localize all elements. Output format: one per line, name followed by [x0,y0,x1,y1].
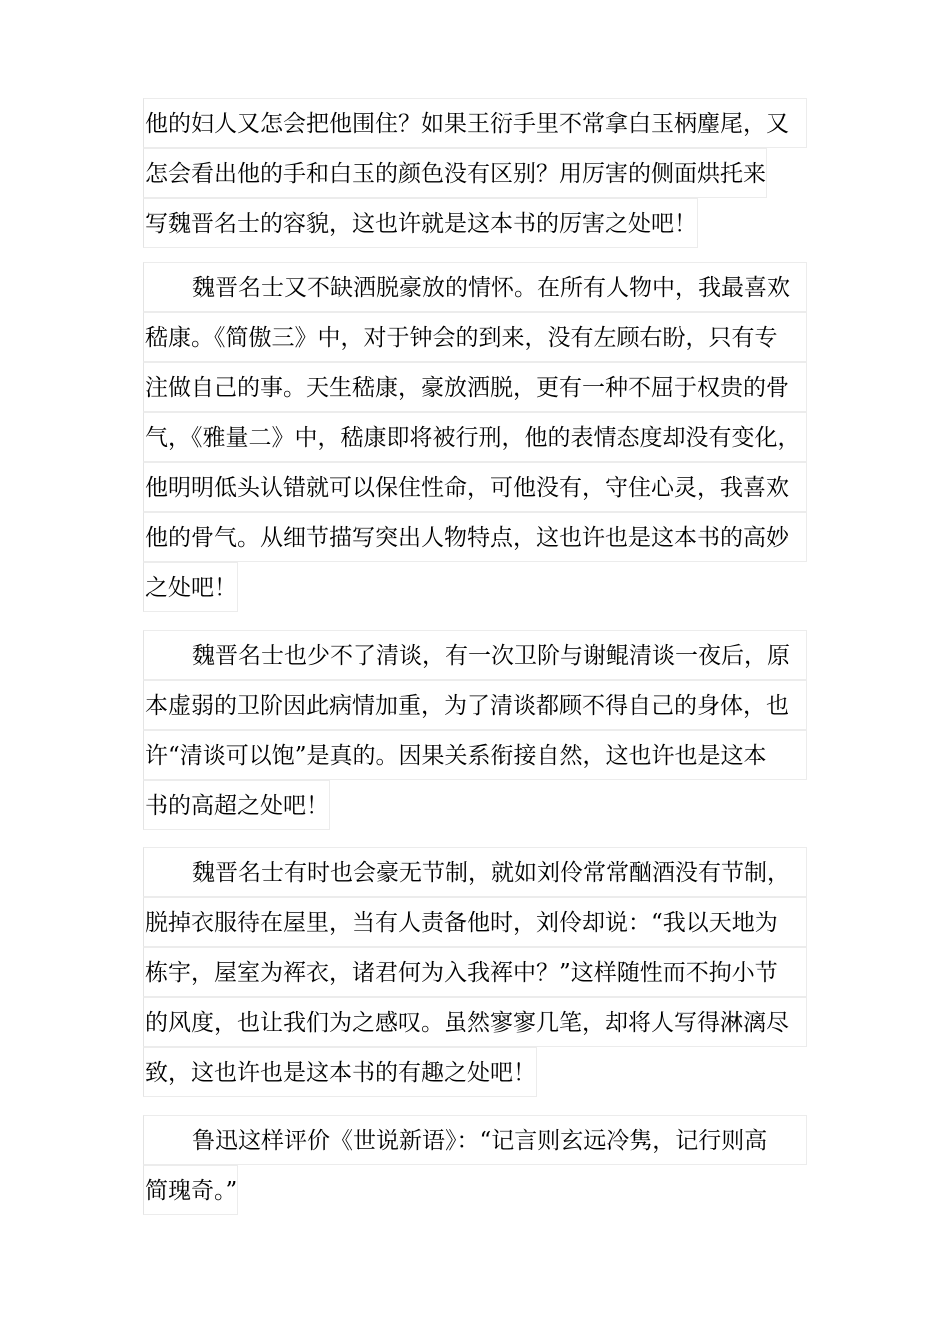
text-line: 栋宇，屋室为裈衣，诸君何为入我裈中？”这样随性而不拘小节 [143,947,807,997]
paragraph-1 [143,98,807,248]
text-line: 魏晋名士又不缺洒脱豪放的情怀。在所有人物中，我最喜欢 [143,262,807,312]
text-line: 许“清谈可以饱”是真的。因果关系衔接自然，这也许也是这本 [143,730,807,780]
text-line: 脱掉衣服待在屋里，当有人责备他时，刘伶却说：“我以天地为 [143,897,807,947]
text-line: 嵇康。《简傲三》中，对于钟会的到来，没有左顾右盼，只有专 [143,312,807,362]
paragraph-5 [143,1115,807,1215]
text-line: 本虚弱的卫阶因此病情加重，为了清谈都顾不得自己的身体，也 [143,680,807,730]
text-line: 的风度，也让我们为之感叹。虽然寥寥几笔，却将人写得淋漓尽 [143,997,807,1047]
text-line: 注做自己的事。天生嵇康，豪放洒脱，更有一种不屈于权贵的骨 [143,362,807,412]
paragraph-4 [143,847,807,1097]
text-line: 致，这也许也是这本书的有趣之处吧！ [143,1047,537,1097]
text-line: 他的妇人又怎会把他围住？如果王衍手里不常拿白玉柄麈尾，又 [143,98,807,148]
text-line: 书的高超之处吧！ [143,780,330,830]
text-line: 魏晋名士也少不了清谈，有一次卫阶与谢鲲清谈一夜后，原 [143,630,807,680]
text-line: 之处吧！ [143,562,238,612]
text-line: 怎会看出他的手和白玉的颜色没有区别？用厉害的侧面烘托来 [143,148,767,198]
text-line: 他的骨气。从细节描写突出人物特点，这也许也是这本书的高妙 [143,512,807,562]
text-line: 他明明低头认错就可以保住性命，可他没有，守住心灵，我喜欢 [143,462,807,512]
text-line: 简瑰奇。” [143,1165,238,1215]
paragraph-3 [143,630,807,830]
text-line: 气，《雅量二》中，嵇康即将被行刑，他的表情态度却没有变化， [143,412,807,462]
paragraph-2 [143,262,807,612]
text-line: 写魏晋名士的容貌，这也许就是这本书的厉害之处吧！ [143,198,698,248]
text-line: 魏晋名士有时也会豪无节制，就如刘伶常常酗酒没有节制， [143,847,807,897]
text-line: 鲁迅这样评价《世说新语》：“记言则玄远冷隽，记行则高 [143,1115,807,1165]
